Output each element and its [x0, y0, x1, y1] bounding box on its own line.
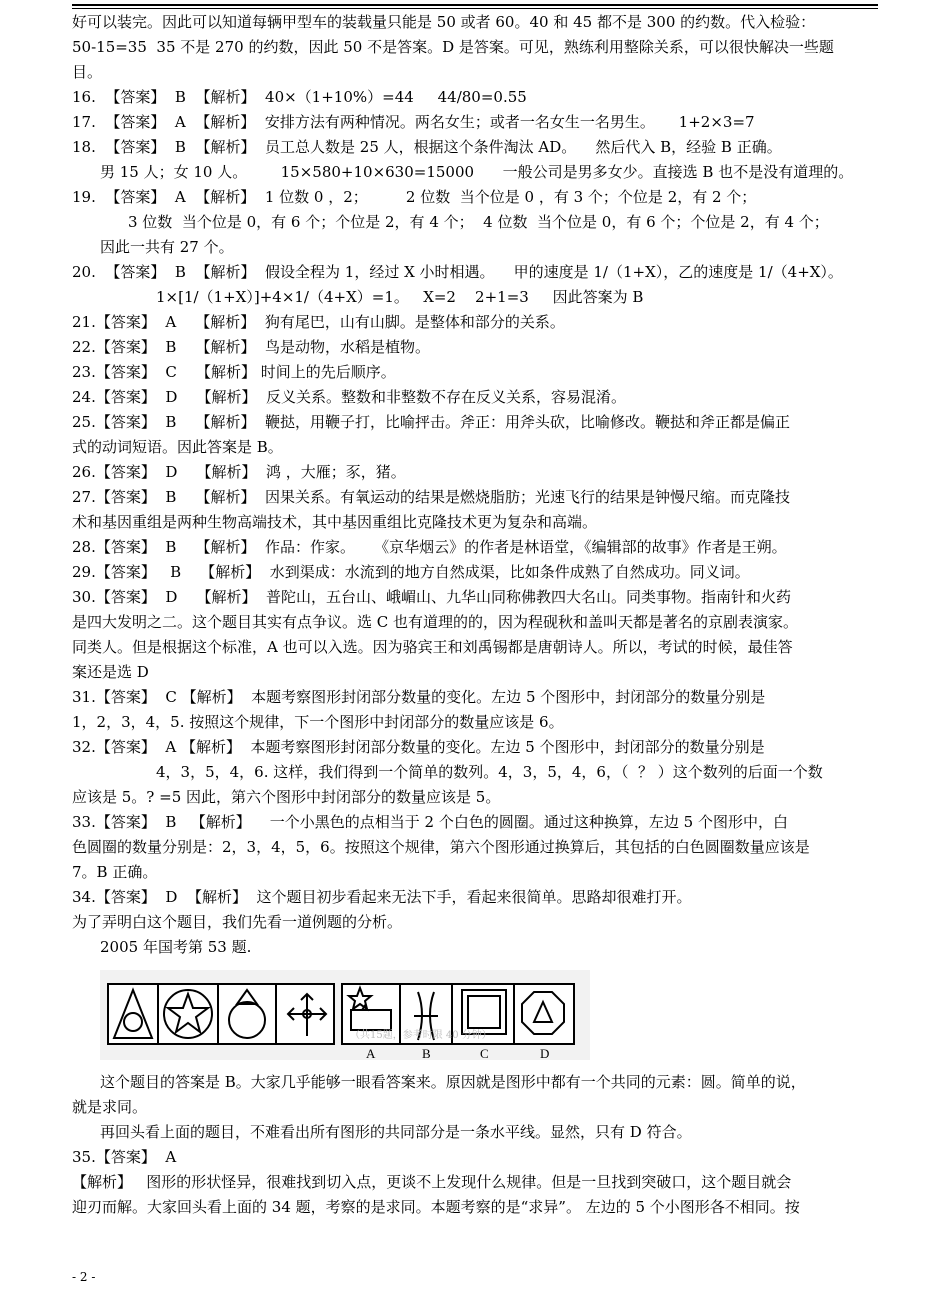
text-line: 再回头看上面的题目，不难看出所有图形的共同部分是一条水平线。显然，只有 D 符合。 [100, 1123, 692, 1141]
document-body [72, 10, 882, 1220]
option-label-d: D [540, 1046, 550, 1060]
text-line: 24.【答案】 D 【解析】 反义关系。整数和非整数不存在反义关系，容易混淆。 [72, 388, 627, 406]
option-label-c: C [480, 1046, 489, 1060]
text-line: 35.【答案】 A [72, 1148, 177, 1166]
text-line: 18. 【答案】 B 【解析】 员工总人数是 25 人，根据这个条件淘汰 AD。 然后代入 B，经验 B 正确。 [72, 138, 782, 156]
text-line: 好可以装完。因此可以知道每辆甲型车的装载量只能是 50 或者 60。40 和 45 都不是 300 的约数。代入检验： [72, 13, 816, 31]
text-line: 因此一共有 27 个。 [100, 238, 234, 256]
text-line: 23.【答案】 C 【解析】 时间上的先后顺序。 [72, 363, 396, 381]
text-line: 目。 [72, 63, 103, 81]
text-line: 19. 【答案】 A 【解析】 1 位数 0 ，2； 2 位数 当个位是 0 ，有 3 个；个位是 2，有 2 个； [72, 188, 757, 206]
text-line: 17. 【答案】 A 【解析】 安排方法有两种情况。两名女生；或者一名女生一名男生。 1+2×3=7 [72, 113, 755, 131]
text-line: 30.【答案】 D 【解析】 普陀山，五台山、峨嵋山、九华山同称佛教四大名山。同类事物。指南针和火药 [72, 588, 792, 606]
text-line: 男 15 人；女 10 人。 15×580+10×630=15000 一般公司是男多女少。直接选 B 也不是没有道理的。 [100, 163, 854, 181]
header-rule [72, 4, 878, 6]
text-line: 3 位数 当个位是 0，有 6 个；个位是 2，有 4 个； 4 位数 当个位是 0，有 6 个；个位是 2，有 4 个； [128, 213, 829, 231]
figure-svg [100, 970, 590, 1060]
text-line: 应该是 5。? =5 因此，第六个图形中封闭部分的数量应该是 5。 [72, 788, 501, 806]
text-line: 50-15=35 35 不是 270 的约数，因此 50 不是答案。D 是答案。可见，熟练利用整除关系，可以很快解决一些题 [72, 38, 834, 56]
text-line: 同类人。但是根据这个标准，A 也可以入选。因为骆宾王和刘禹锡都是唐朝诗人。所以，考试的时候，最佳答 [72, 638, 793, 656]
text-block-after-figure [72, 1070, 882, 1220]
figure-watermark: （共15题，参考时限 40 分钟） [350, 1030, 492, 1041]
text-line: 20. 【答案】 B 【解析】 假设全程为 1，经过 X 小时相遇。 甲的速度是 1/（1+X），乙的速度是 1/（4+X）。 [72, 263, 843, 281]
option-label-a: A [366, 1046, 376, 1060]
text-line: 27.【答案】 B 【解析】 因果关系。有氧运动的结果是燃烧脂肪；光速飞行的结果是钟慢尺缩。而克隆技 [72, 488, 791, 506]
example-figure [100, 970, 590, 1060]
text-line: 31.【答案】 C 【解析】 本题考察图形封闭部分数量的变化。左边 5 个图形中，封闭部分的数量分别是 [72, 688, 766, 706]
header-rule-thin [72, 8, 878, 9]
text-line: 术和基因重组是两种生物高端技术，其中基因重组比克隆技术更为复杂和高端。 [72, 513, 598, 531]
text-line: 案还是选 D [72, 663, 149, 681]
text-line: 16. 【答案】 B 【解析】 40×（1+10%）=44 44/80=0.55 [72, 88, 527, 106]
text-line: 28.【答案】 B 【解析】 作品：作家。 《京华烟云》的作者是林语堂，《编辑部的故事》作者是王朔。 [72, 538, 787, 556]
text-line: 25.【答案】 B 【解析】 鞭挞，用鞭子打，比喻抨击。斧正：用斧头砍，比喻修改。鞭挞和斧正都是偏正 [72, 413, 791, 431]
text-line: 是四大发明之二。这个题目其实有点争议。选 C 也有道理的的，因为程砚秋和盖叫天都是著名的京剧表演家。 [72, 613, 799, 631]
text-line: 迎刃而解。大家回头看上面的 34 题，考察的是求同。本题考察的是“求异”。 左边的 5 个小图形各不相同。按 [72, 1198, 800, 1216]
text-line: 22.【答案】 B 【解析】 鸟是动物，水稻是植物。 [72, 338, 431, 356]
text-line: 为了弄明白这个题目，我们先看一道例题的分析。 [72, 913, 403, 931]
option-label-b: B [422, 1046, 431, 1060]
text-line: 2005 年国考第 53 题. [100, 938, 252, 956]
text-line: 式的动词短语。因此答案是 B。 [72, 438, 283, 456]
text-line: 这个题目的答案是 B。大家几乎能够一眼看答案来。原因就是图形中都有一个共同的元素：圆。简单的说， [100, 1073, 806, 1091]
text-line: 1，2，3，4，5. 按照这个规律，下一个图形中封闭部分的数量应该是 6。 [72, 713, 564, 731]
text-line: 4，3，5，4，6. 这样，我们得到一个简单的数列。4，3，5，4，6，（ ？ ）这个数列的后面一个数 [156, 763, 823, 781]
text-line: 26.【答案】 D 【解析】 鸿 ，大雁；豕，猪。 [72, 463, 406, 481]
text-line: 1×[1/（1+X）]+4×1/（4+X）=1。 X=2 2+1=3 因此答案为 B [156, 288, 644, 306]
text-line: 【解析】 图形的形状怪异，很难找到切入点，更谈不上发现什么规律。但是一旦找到突破口，这个题目就会 [72, 1173, 792, 1191]
text-line: 就是求同。 [72, 1098, 148, 1116]
text-line: 32.【答案】 A 【解析】 本题考察图形封闭部分数量的变化。左边 5 个图形中，封闭部分的数量分别是 [72, 738, 765, 756]
text-line: 33.【答案】 B 【解析】 一个小黑色的点相当于 2 个白色的圆圈。通过这种换算，左边 5 个图形中，白 [72, 813, 788, 831]
text-line: 21.【答案】 A 【解析】 狗有尾巴，山有山脚。是整体和部分的关系。 [72, 313, 565, 331]
page-number: - 2 - [72, 1270, 96, 1284]
text-line: 29.【答案】 B 【解析】 水到渠成：水流到的地方自然成渠，比如条件成熟了自然成功。同义词。 [72, 563, 750, 581]
text-block-before-figure [72, 10, 882, 960]
text-line: 34.【答案】 D 【解析】 这个题目初步看起来无法下手，看起来很简单。思路却很难打开。 [72, 888, 692, 906]
text-line: 色圆圈的数量分别是：2，3，4，5，6。按照这个规律，第六个图形通过换算后，其包括的白色圆圈数量应该是 [72, 838, 810, 856]
text-line: 7。B 正确。 [72, 863, 158, 881]
